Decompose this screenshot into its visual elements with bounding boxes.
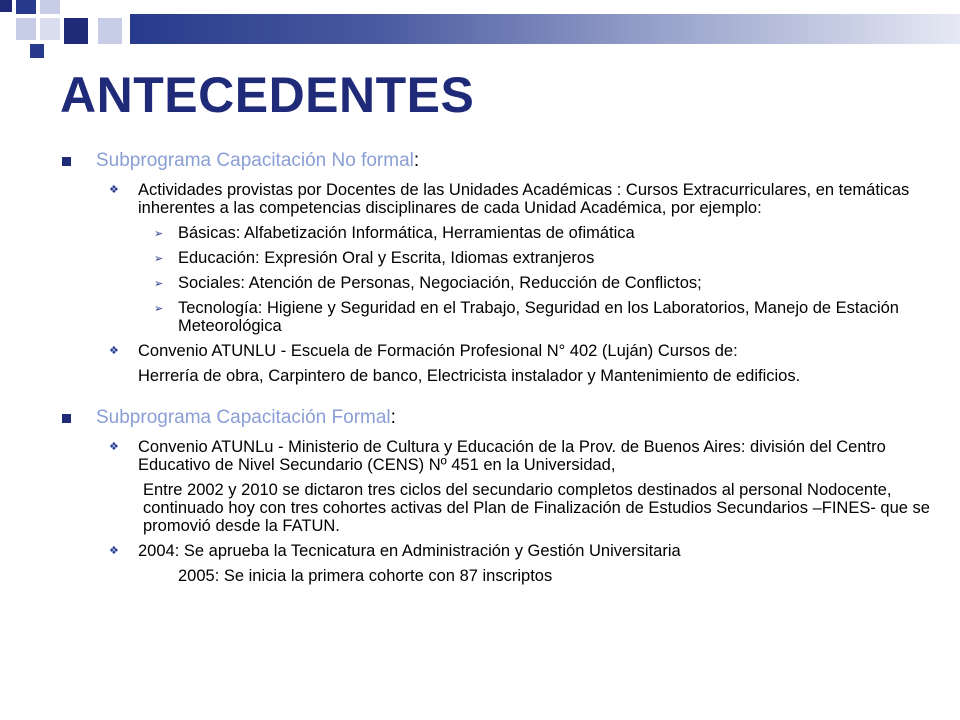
header-square-4 <box>16 18 36 40</box>
arrow-bullet-icon: ➢ <box>154 253 164 265</box>
section-heading-2: Subprograma Capacitación Formal: <box>60 407 940 429</box>
section-heading-1: Subprograma Capacitación No formal: <box>60 150 940 172</box>
header-square-1 <box>0 0 12 12</box>
sub-list-item: ➢ Tecnología: Higiene y Seguridad en el Trabajo, Seguridad en los Laboratorios, Manejo de Estación Meteorológica <box>154 299 899 335</box>
diamond-bullet-icon: ❖ <box>109 441 119 453</box>
slide-content <box>60 150 940 585</box>
header-square-5 <box>40 18 60 40</box>
square-bullet-icon <box>62 157 71 166</box>
arrow-bullet-icon: ➢ <box>154 278 164 290</box>
list-item-continuation: 2005: Se inicia la primera cohorte con 87 inscriptos <box>178 567 553 585</box>
header-square-2 <box>16 0 36 14</box>
arrow-bullet-icon: ➢ <box>154 228 164 240</box>
list-item-continuation: Herrería de obra, Carpintero de banco, Electricista instalador y Mantenimiento de edificios. <box>138 367 801 385</box>
diamond-bullet-icon: ❖ <box>109 345 119 357</box>
header-square-3 <box>40 0 60 14</box>
square-bullet-icon <box>62 414 71 423</box>
header-square-6 <box>64 18 88 44</box>
list-item: ❖ 2004: Se aprueba la Tecnicatura en Administración y Gestión Universitaria <box>109 542 681 560</box>
header-square-7 <box>98 18 122 44</box>
list-item: ❖ Convenio ATUNLu - Ministerio de Cultura y Educación de la Prov. de Buenos Aires: división del Centro Educativo de Nivel Secundario (CENS) Nº 451 en la Universidad, <box>109 438 886 474</box>
header-square-8 <box>30 44 44 58</box>
sub-list-item: ➢ Básicas: Alfabetización Informática, Herramientas de ofimática <box>154 224 635 242</box>
arrow-bullet-icon: ➢ <box>154 303 164 315</box>
sub-list-item: ➢ Educación: Expresión Oral y Escrita, Idiomas extranjeros <box>154 249 595 267</box>
sub-list-item: ➢ Sociales: Atención de Personas, Negociación, Reducción de Conflictos; <box>154 274 702 292</box>
slide-title: ANTECEDENTES <box>60 67 475 123</box>
list-item: ❖ Convenio ATUNLU - Escuela de Formación Profesional N° 402 (Luján) Cursos de: <box>109 342 738 360</box>
list-item: ❖ Actividades provistas por Docentes de las Unidades Académicas : Cursos Extracurriculares, en temáticas inherentes a las competencias disciplinares de cada Unidad Académica, por ejemplo: <box>109 181 910 217</box>
diamond-bullet-icon: ❖ <box>109 545 119 557</box>
header-gradient-bar <box>130 14 960 44</box>
list-item-continuation: Entre 2002 y 2010 se dictaron tres ciclos del secundario completos destinados al personal Nodocente, continuado hoy con tres cohortes activas del Plan de Finalización de Estudios Secundarios –FINES- que se promovió desde la FATUN. <box>143 481 930 535</box>
diamond-bullet-icon: ❖ <box>109 184 119 196</box>
